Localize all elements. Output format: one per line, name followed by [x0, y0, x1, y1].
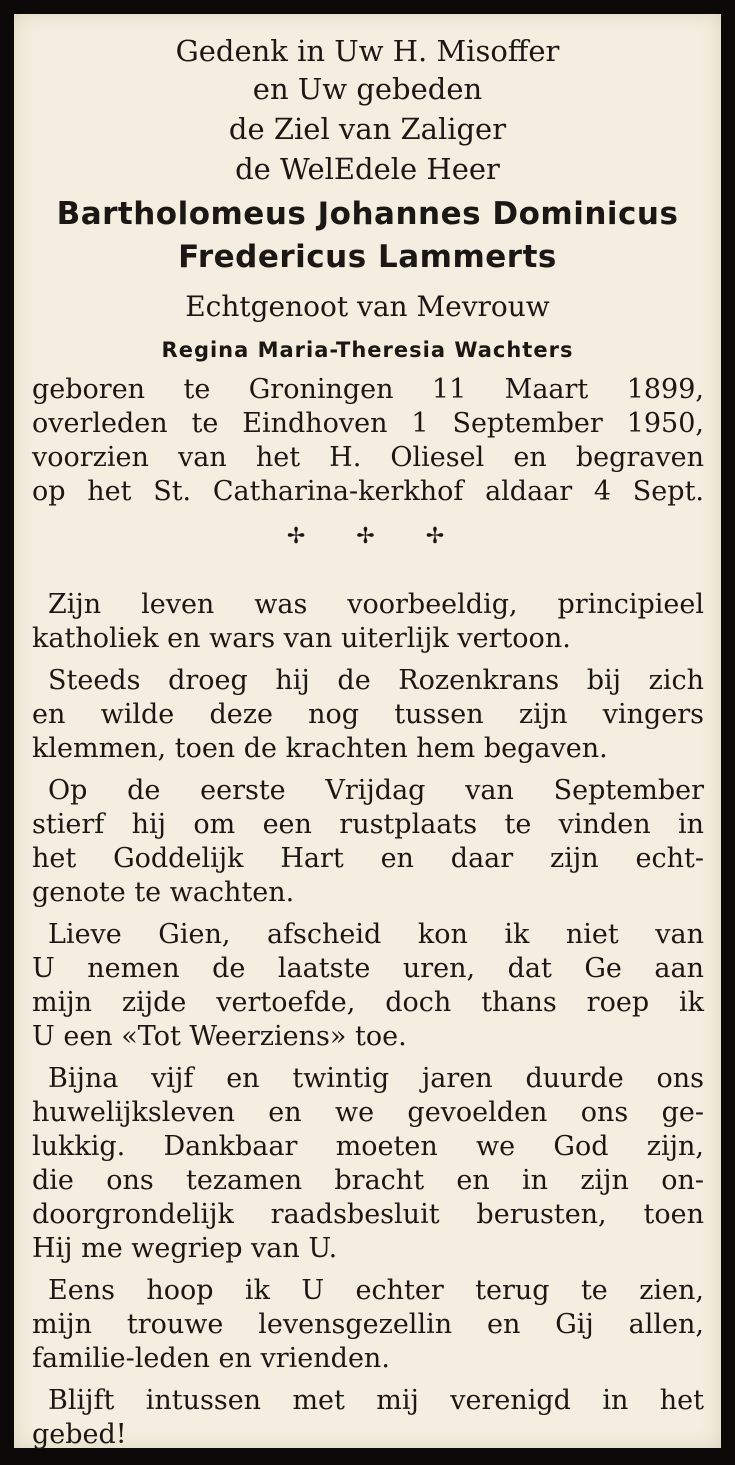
cross-divider: ✢ ✢ ✢ [286, 524, 467, 549]
dates-line: op het St. Catharina-kerkhof aldaar 4 Sept. [32, 476, 704, 507]
paragraph-line: familie-leden en vrienden. [32, 1343, 390, 1374]
paragraph-line: en wilde deze nog tussen zijn vingers [32, 699, 704, 730]
header-line: de Ziel van Zaliger [228, 112, 507, 146]
header-line: de WelEdele Heer [235, 152, 500, 186]
paragraph-line: stierf hij om een rustplaats te vinden in [32, 809, 704, 840]
paragraph-line: U een «Tot Weerziens» toe. [32, 1021, 407, 1052]
paragraph-line: klemmen, toen de krachten hem begaven. [32, 733, 608, 764]
paragraph-line: doorgrondelijk raadsbesluit berusten, toen [32, 1199, 704, 1230]
header-line: Gedenk in Uw H. Misoffer [175, 34, 560, 68]
paragraph-line: genote te wachten. [32, 877, 295, 908]
paragraph-line: Lieve Gien, afscheid kon ik niet van [48, 919, 704, 950]
dates-line: voorzien van het H. Oliesel en begraven [32, 442, 704, 473]
paragraph-line: Steeds droeg hij de Rozenkrans bij zich [48, 665, 704, 696]
deceased-name: Bartholomeus Johannes Dominicus [56, 196, 679, 232]
paragraph-line: Eens hoop ik U echter terug te zien, [48, 1275, 704, 1306]
paragraph-line: mijn trouwe levensgezellin en Gij allen, [32, 1309, 704, 1340]
paragraph-line: Blijft intussen met mij verenigd in het [48, 1385, 704, 1416]
spouse-name: Regina Maria-Theresia Wachters [161, 338, 574, 362]
paragraph-line: lukkig. Dankbaar moeten we God zijn, [32, 1131, 704, 1162]
paragraph-line: Zijn leven was voorbeeldig, principieel [48, 589, 704, 620]
paragraph-line: huwelijksleven en we gevoelden ons ge- [32, 1097, 704, 1128]
deceased-name: Fredericus Lammerts [178, 239, 557, 275]
paragraph-line: U nemen de laatste uren, dat Ge aan [32, 953, 704, 984]
paragraph-line: het Goddelijk Hart en daar zijn echt- [32, 843, 704, 874]
paragraph-line: Op de eerste Vrijdag van September [48, 775, 704, 806]
memorial-card [14, 14, 721, 1448]
paragraph-line: katholiek en wars van uiterlijk vertoon. [32, 623, 571, 654]
dates-line: overleden te Eindhoven 1 September 1950, [32, 408, 704, 439]
paragraph-line: gebed! [32, 1419, 127, 1450]
spouse-intro: Echtgenoot van Mevrouw [185, 290, 550, 323]
paragraph-line: Bijna vijf en twintig jaren duurde ons [48, 1063, 704, 1094]
paragraph-line: Hij me wegriep van U. [32, 1233, 338, 1264]
paragraph-line: mijn zijde vertoefde, doch thans roep ik [32, 987, 704, 1018]
header-line: en Uw gebeden [252, 72, 483, 106]
paragraph-line: die ons tezamen bracht en in zijn on- [32, 1165, 704, 1196]
dates-line: geboren te Groningen 11 Maart 1899, [32, 374, 704, 405]
